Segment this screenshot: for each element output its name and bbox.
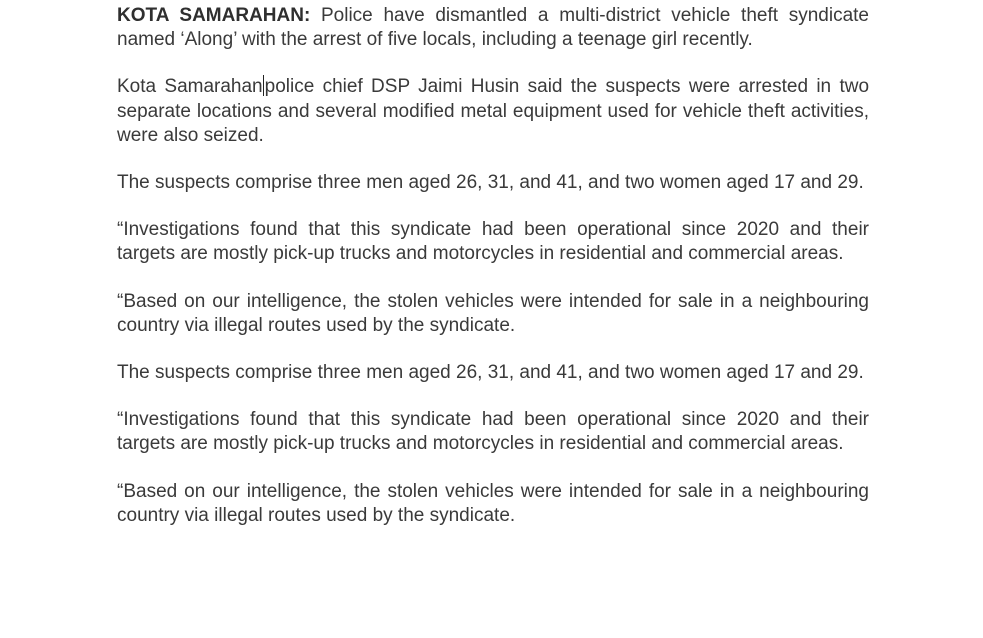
paragraph-5: “Based on our intelligence, the stolen vehicles were intended for sale in a neighbouring country via illegal routes used by the syndicate. (117, 290, 869, 336)
lead-text: Police have dismantled a multi-district vehicle theft syndicate named ‘Along’ with the arrest of five locals, including a teenage girl recently. (117, 5, 869, 51)
paragraph-7: “Investigations found that this syndicate had been operational since 2020 and their targets are mostly pick-up trucks and motorcycles in residential and commercial areas. (117, 409, 869, 455)
paragraph-4: “Investigations found that this syndicate had been operational since 2020 and their targets are mostly pick-up trucks and motorcycles in residential and commercial areas. (117, 219, 869, 265)
dateline: KOTA SAMARAHAN: (117, 5, 311, 26)
paragraph-2-rest: police chief DSP Jaimi Husin said the suspects were arrested in two separate locations and several modified metal equipment used for vehicle theft activities, were also seized. (117, 76, 870, 146)
lead-paragraph (117, 4, 869, 52)
paragraph-3: The suspects comprise three men aged 26, 31, and 41, and two women aged 17 and 29. (117, 172, 864, 194)
paragraph-6: The suspects comprise three men aged 26, 31, and 41, and two women aged 17 and 29. (117, 362, 864, 384)
paragraph-2 (117, 75, 869, 148)
text-cursor (263, 75, 264, 96)
paragraph-2-start: Kota Samarahan (117, 76, 263, 98)
article-body (117, 4, 869, 551)
paragraph-8: “Based on our intelligence, the stolen vehicles were intended for sale in a neighbouring country via illegal routes used by the syndicate. (117, 480, 869, 526)
